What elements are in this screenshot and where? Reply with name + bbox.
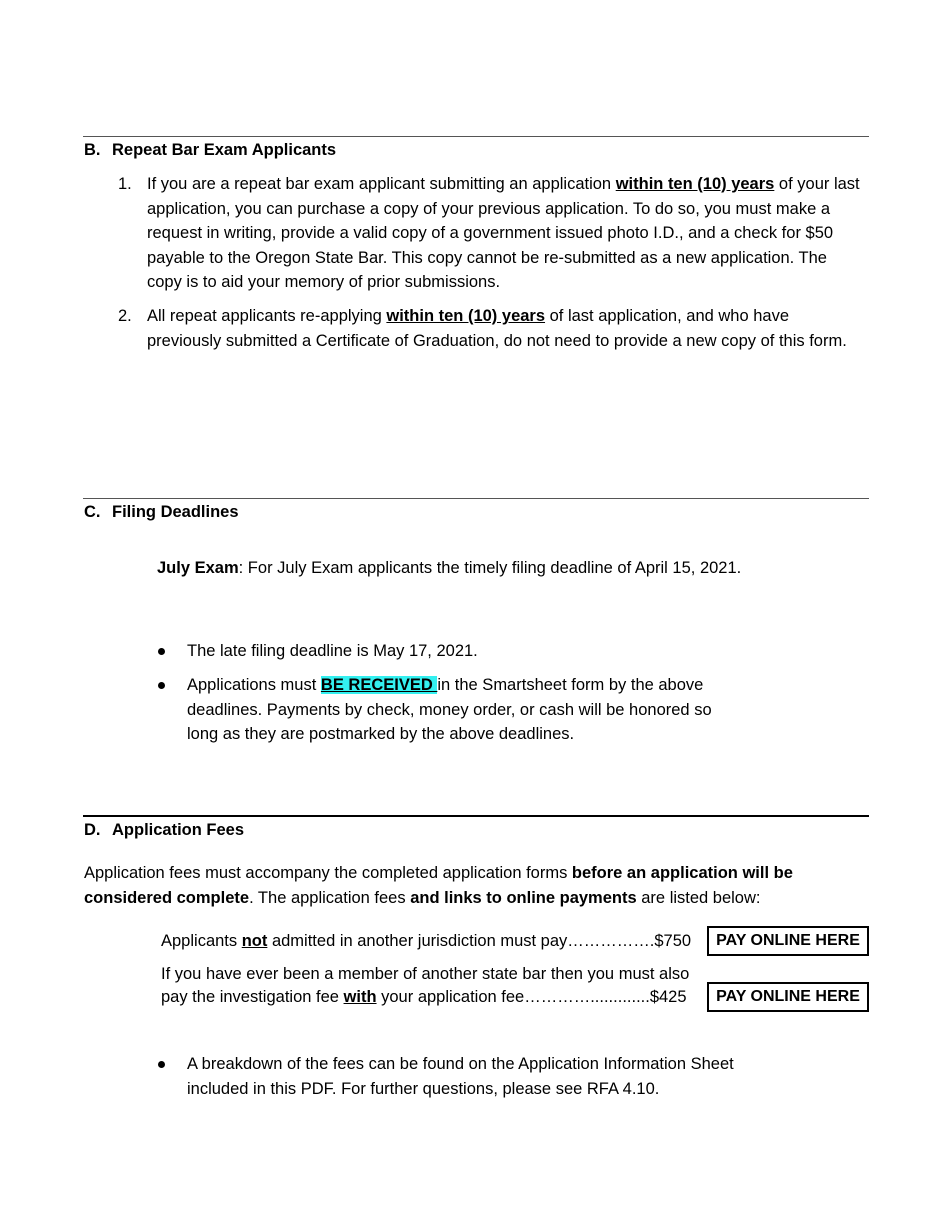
section-letter: D. [84,821,101,839]
section-b-heading [84,138,336,163]
highlighted-text: BE RECEIVED [320,676,438,694]
emphasis-text: with [343,988,377,1006]
list-item: The late filing deadline is May 17, 2021. [158,639,718,664]
list-item [118,172,863,295]
section-c-heading [84,500,239,525]
list-number: 2. [118,307,132,325]
list-item [118,304,863,353]
emphasis-text: within ten (10) years [615,175,775,193]
section-title: Filing Deadlines [112,503,239,521]
july-exam-label: July Exam [157,559,239,577]
pay-online-button-applicant-fee[interactable]: PAY ONLINE HERE [707,926,869,956]
bullet-icon [158,1061,165,1068]
list-item: A breakdown of the fees can be found on the Application Information Sheet included in this PDF. For further questions, please see RFA 4.10. [158,1052,758,1101]
fee-line-investigation: pay the investigation fee with your application fee………….............$425 [161,988,687,1006]
section-divider [83,498,869,499]
bullet-icon [158,682,165,689]
section-title: Application Fees [112,821,245,839]
section-divider [83,815,869,817]
section-divider [83,136,869,137]
list-item-text: All repeat applicants re-applying within ten (10) years of last application, and who have previously submitted a Certificate of Graduation, do not need to provide a new copy of this form. [147,307,847,350]
fee-line-applicants: Applicants not admitted in another jurisdiction must pay…………….$750 [161,932,692,950]
section-d-heading [84,818,244,843]
list-item: Applications must BE RECEIVED in the Smartsheet form by the above deadlines. Payments by check, money order, or cash will be honored so long as they are postmarked by the above deadlines. [158,673,728,747]
pay-online-button-investigation-fee[interactable]: PAY ONLINE HERE [707,982,869,1012]
list-item-text: If you are a repeat bar exam applicant submitting an application within ten (10) years of your last application, you can purchase a copy of your previous application. To do so, you must make a request in writing, provide a valid copy of a government issued photo I.D., and a check for $50 payable to the Oregon State Bar. This copy cannot be re-submitted as a new application. The copy is to aid your memory of prior submissions. [147,175,860,291]
list-number: 1. [118,175,132,193]
section-letter: C. [84,503,101,521]
emphasis-text: not [241,932,268,950]
fee-line-member-intro: If you have ever been a member of another state bar then you must also [161,965,690,983]
july-exam-line: July Exam: For July Exam applicants the timely filing deadline of April 15, 2021. [157,559,742,577]
section-letter: B. [84,141,101,159]
bullet-icon [158,648,165,655]
emphasis-text: within ten (10) years [386,307,546,325]
fees-intro: Application fees must accompany the completed application forms before an application will be considered complete. The application fees and links to online payments are listed below: [84,864,793,907]
section-title: Repeat Bar Exam Applicants [112,141,337,159]
